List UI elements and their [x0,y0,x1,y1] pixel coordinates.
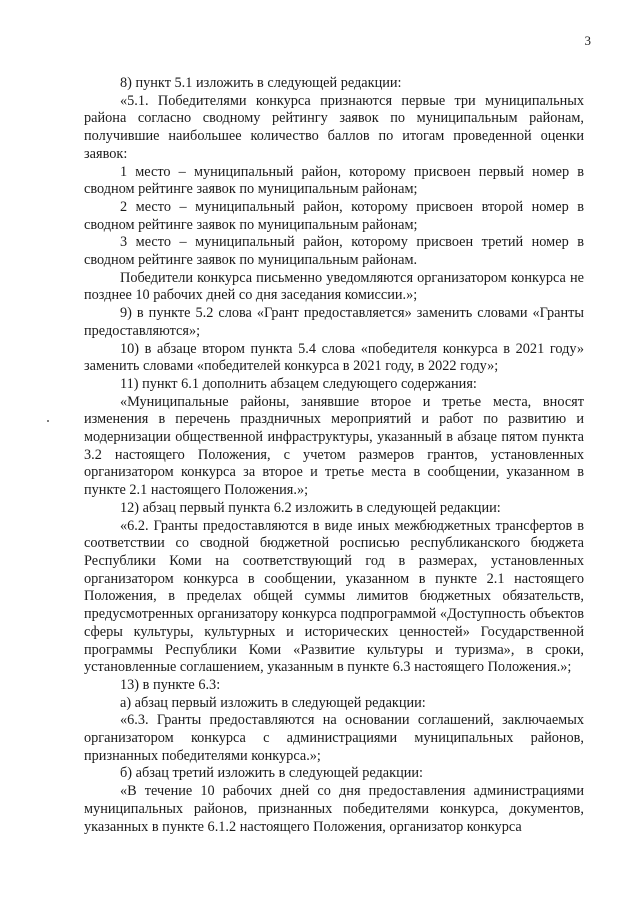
paragraph-quote-5-1: «5.1. Победителями конкурса признаются первые три муниципальных района согласно сводному рейтингу заявок по муниципальным районам, получившие наибольшее количество баллов по итогам проведенной оценки заявок: [84,92,584,162]
page-number: 3 [584,33,591,48]
paragraph-quote-6-2: «6.2. Гранты предоставляются в виде иных межбюджетных трансфертов в соответствии со сводной бюджетной росписью республиканского бюджета Республики Коми на соответствующий год в размерах, установленных организатором конкурса в сообщении, указанном в пункте 2.1 настоящего Положения, в пределах общей суммы лимитов бюджетных обязательств, предусмотренных организатору конкурса подпрограммой «Доступность объектов сферы культуры, культурных и исторических ценностей» Государственной программы Республики Коми «Развитие культуры и туризма», в сроки, установленные соглашением, указанным в пункте 6.3 настоящего Положения.»; [84,517,584,676]
paragraph-item-11: 11) пункт 6.1 дополнить абзацем следующего содержания: [120,375,477,392]
paragraph-place-2: 2 место – муниципальный район, которому присвоен второй номер в сводном рейтинге заявок по муниципальным районам; [84,198,584,233]
paragraph-item-10: 10) в абзаце втором пункта 5.4 слова «победителя конкурса в 2021 году» заменить словами «победителей конкурса в 2021 году, в 2022 году»; [84,340,584,375]
paragraph-subitem-a: а) абзац первый изложить в следующей редакции: [120,694,426,711]
paragraph-place-1: 1 место – муниципальный район, которому присвоен первый номер в сводном рейтинге заявок по муниципальным районам; [84,163,584,198]
paragraph-quote-6-3: «6.3. Гранты предоставляются на основании соглашений, заключаемых организатором конкурса с администрациями муниципальных районов, признанных победителями конкурса.»; [84,712,584,764]
paragraph-item-9: 9) в пункте 5.2 слова «Грант предоставляется» заменить словами «Гранты предоставляются»; [84,305,584,339]
paragraph-winners-notice: Победители конкурса письменно уведомляются организатором конкурса не позднее 10 рабочих дней со дня заседания комиссии.»; [84,269,584,304]
paragraph-subitem-b: б) абзац третий изложить в следующей редакции: [120,765,424,782]
paragraph-item-8: 8) пункт 5.1 изложить в следующей редакции: [120,75,402,91]
scan-speck [47,420,49,422]
paragraph-place-3: 3 место – муниципальный район, которому присвоен третий номер в сводном рейтинге заявок по муниципальным районам. [84,234,584,269]
paragraph-item-13: 13) в пункте 6.3: [120,676,221,693]
document-body [84,75,584,836]
paragraph-quote-continuation: «В течение 10 рабочих дней со дня предоставления администрациями муниципальных районов, признанных победителями конкурса, документов, указанных в пункте 6.1.2 настоящего Положения, организатор конкурса [84,783,584,835]
paragraph-quote-6-1-addition: «Муниципальные районы, занявшие второе и третье места, вносят изменения в перечень праздничных мероприятий и работ по развитию и модернизации общественной инфраструктуры, указанный в абзаце пятом пункта 3.2 настоящего Положения, с учетом размеров грантов, установленных организатором конкурса за второе и третье места в сообщении, указанном в пункте 2.1 настоящего Положения.»; [84,393,584,499]
paragraph-item-12: 12) абзац первый пункта 6.2 изложить в следующей редакции: [120,499,501,516]
